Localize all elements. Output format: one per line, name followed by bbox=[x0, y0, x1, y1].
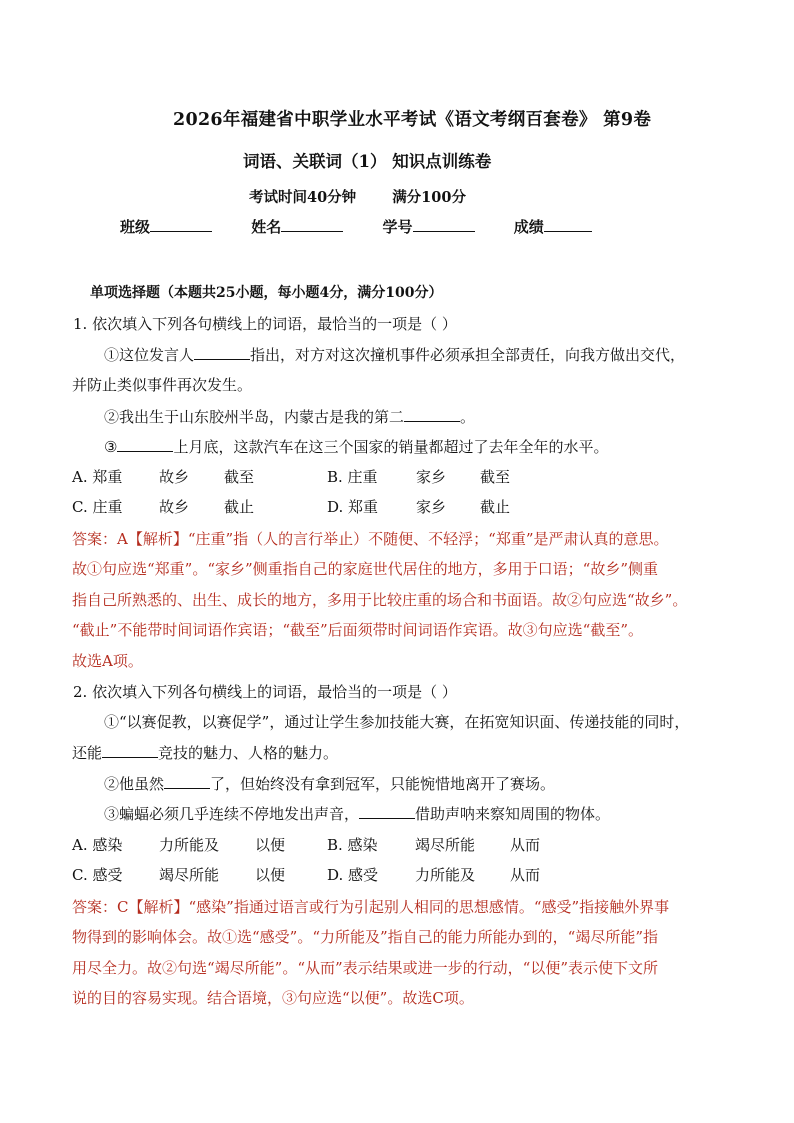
field-score bbox=[514, 216, 592, 237]
field-name bbox=[251, 216, 343, 237]
q2-d-w3: 从而 bbox=[510, 866, 541, 884]
q1-b-w2: 家乡 bbox=[416, 468, 447, 486]
q2-stem: 2. 依次填入下列各句横线上的词语，最恰当的一项是（ ） bbox=[73, 683, 457, 701]
q1-answer-line1: 答案：A【解析】“庄重”指（人的言行举止）不随便、不轻浮；“郑重”是严肃认真的意思。 bbox=[72, 530, 669, 548]
field-id-label: 学号 bbox=[382, 218, 413, 236]
q1-b-w1: B. 庄重 bbox=[327, 468, 378, 486]
q1-option-a[interactable] bbox=[72, 466, 254, 487]
q2-answer-line3: 用尽全力。故②句选“竭尽所能”。“从而”表示结果或进一步的行动，“以便”表示使下文所 bbox=[72, 959, 659, 977]
field-score-blank bbox=[544, 217, 592, 232]
q2-a-w3: 以便 bbox=[255, 836, 286, 854]
exam-info bbox=[249, 186, 466, 207]
q1-stem: 1. 依次填入下列各句横线上的词语，最恰当的一项是（ ） bbox=[73, 315, 457, 333]
q2-s2-blank bbox=[164, 774, 210, 789]
q1-s3-part1: ③ bbox=[104, 438, 118, 456]
q2-s1-part2: 竞技的魅力、人格的魅力。 bbox=[158, 744, 339, 762]
q2-sentence2 bbox=[104, 773, 555, 794]
q2-c-w3: 以便 bbox=[255, 866, 286, 884]
q1-sentence3 bbox=[104, 436, 608, 457]
q2-s3-part2: 借助声呐来察知周围的物体。 bbox=[415, 805, 611, 823]
q1-s1-part2: 指出，对方对这次撞机事件必须承担全部责任，向我方做出交代， bbox=[250, 346, 686, 364]
q1-sentence1 bbox=[104, 344, 685, 365]
q1-s2-part1: ②我出生于山东胶州半岛，内蒙古是我的第二 bbox=[104, 408, 405, 426]
section-title: 单项选择题（本题共25小题，每小题4分，满分100分） bbox=[90, 285, 443, 301]
q2-s1-part1: 还能 bbox=[72, 744, 103, 762]
q1-s1-blank bbox=[194, 345, 250, 360]
q2-option-c[interactable] bbox=[72, 864, 285, 885]
q1-d-w3: 截止 bbox=[480, 498, 511, 516]
q1-a-w2: 故乡 bbox=[159, 468, 190, 486]
page-title: 2026年福建省中职学业水平考试《语文考纲百套卷》 第9卷 bbox=[173, 110, 652, 130]
q1-s3-part2: 上月底，这款汽车在这三个国家的销量都超过了去年全年的水平。 bbox=[173, 438, 609, 456]
field-class-blank bbox=[150, 217, 212, 232]
q2-a-w1: A. 感染 bbox=[72, 836, 123, 854]
field-score-label: 成绩 bbox=[513, 218, 544, 236]
field-class-label: 班级 bbox=[120, 218, 151, 236]
q2-d-w1: D. 感受 bbox=[327, 866, 379, 884]
q1-sentence2 bbox=[104, 406, 475, 427]
page-subtitle: 词语、关联词（1） 知识点训练卷 bbox=[243, 152, 492, 171]
q2-sentence3 bbox=[104, 803, 610, 824]
q1-answer-line3: 指自己所熟悉的、出生、成长的地方，多用于比较庄重的场合和书面语。故②句应选“故乡”。 bbox=[72, 591, 688, 609]
q2-a-w2: 力所能及 bbox=[159, 836, 220, 854]
field-name-label: 姓名 bbox=[251, 218, 282, 236]
q1-answer-line4: “截止”不能带时间词语作宾语；“截至”后面须带时间词语作宾语。故③句应选“截至”。 bbox=[72, 621, 644, 639]
q1-c-w2: 故乡 bbox=[159, 498, 190, 516]
q2-s2-part2: 了，但始终没有拿到冠军，只能惋惜地离开了赛场。 bbox=[210, 775, 556, 793]
field-name-blank bbox=[281, 217, 343, 232]
q1-c-w3: 截止 bbox=[224, 498, 255, 516]
q1-s2-blank bbox=[404, 407, 460, 422]
q1-answer-line2: 故①句应选“郑重”。“家乡”侧重指自己的家庭世代居住的地方，多用于口语；“故乡”侧重 bbox=[72, 560, 659, 578]
q1-s3-blank bbox=[117, 437, 173, 452]
field-id bbox=[383, 216, 475, 237]
q2-answer-line4: 说的目的容易实现。结合语境，③句应选“以便”。故选C项。 bbox=[72, 989, 474, 1007]
q2-c-w2: 竭尽所能 bbox=[159, 866, 220, 884]
exam-score: 满分100分 bbox=[392, 189, 466, 206]
q2-option-d[interactable] bbox=[327, 864, 540, 885]
q1-option-c[interactable] bbox=[72, 496, 254, 517]
q1-answer-line5: 故选A项。 bbox=[72, 652, 143, 670]
q1-a-w3: 截至 bbox=[224, 468, 255, 486]
q2-s3-blank bbox=[359, 804, 415, 819]
q1-s2-part2: 。 bbox=[460, 408, 476, 426]
q1-b-w3: 截至 bbox=[480, 468, 511, 486]
q2-option-b[interactable] bbox=[327, 834, 540, 855]
q2-s3-part1: ③蝙蝠必须几乎连续不停地发出声音， bbox=[104, 805, 360, 823]
q1-option-d[interactable] bbox=[327, 496, 510, 517]
q1-a-w1: A. 郑重 bbox=[72, 468, 123, 486]
q2-c-w1: C. 感受 bbox=[72, 866, 123, 884]
q2-sentence1-cont bbox=[72, 742, 338, 763]
q2-b-w3: 从而 bbox=[510, 836, 541, 854]
field-id-blank bbox=[413, 217, 475, 232]
q2-s2-part1: ②他虽然 bbox=[104, 775, 165, 793]
student-info-fields bbox=[120, 216, 626, 237]
q1-c-w1: C. 庄重 bbox=[72, 498, 123, 516]
q1-s1-part1: ①这位发言人 bbox=[104, 346, 195, 364]
q2-d-w2: 力所能及 bbox=[415, 866, 476, 884]
q1-d-w2: 家乡 bbox=[416, 498, 447, 516]
field-class bbox=[120, 216, 212, 237]
q1-d-w1: D. 郑重 bbox=[327, 498, 379, 516]
q1-option-b[interactable] bbox=[327, 466, 510, 487]
q2-answer-line1: 答案：C【解析】“感染”指通过语言或行为引起别人相同的思想感情。“感受”指接触外界事 bbox=[72, 898, 670, 916]
q2-s1-blank bbox=[102, 743, 158, 758]
q1-sentence1-cont: 并防止类似事件再次发生。 bbox=[72, 376, 253, 394]
q2-b-w1: B. 感染 bbox=[327, 836, 378, 854]
q2-sentence1: ①“以赛促教，以赛促学”，通过让学生参加技能大赛，在拓宽知识面、传递技能的同时， bbox=[104, 713, 690, 731]
q2-answer-line2: 物得到的影响体会。故①选“感受”。“力所能及”指自己的能力所能办到的，“竭尽所能”指 bbox=[72, 928, 659, 946]
q2-b-w2: 竭尽所能 bbox=[415, 836, 476, 854]
exam-time: 考试时间40分钟 bbox=[249, 189, 357, 206]
q2-option-a[interactable] bbox=[72, 834, 285, 855]
